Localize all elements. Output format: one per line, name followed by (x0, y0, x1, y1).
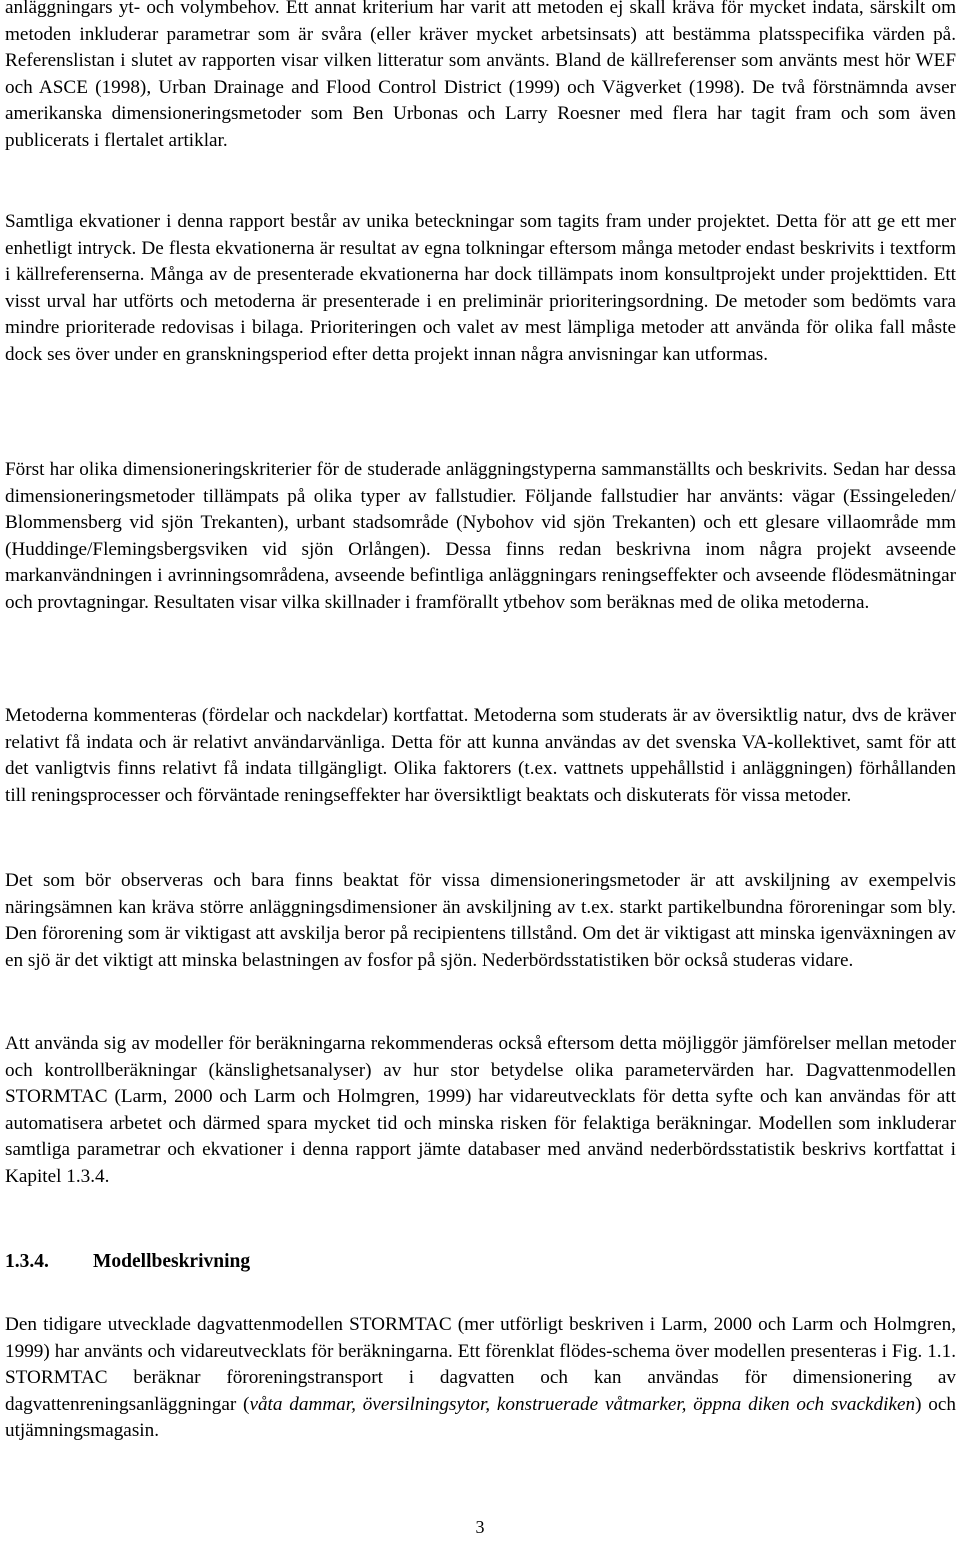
paragraph-models: Att använda sig av modeller för beräkningarna rekommenderas också eftersom detta möjliggör jämförelser mellan metoder och kontrollberäkningar (känslighetsanalyser) av hur stor betydelse olika parametervärden har. Dagvattenmodellen STORMTAC (Larm, 2000 och Larm och Holmgren, 1999) har vidareutvecklats för detta syfte och kan användas för att automatisera arbetet och därmed spara mycket tid och minska risken för felaktiga beräkningar. Modellen som inkluderar samtliga parametrar och ekvationer i denna rapport jämte databaser med använd nederbördsstatistik beskrivs kortfattat i Kapitel 1.3.4. (5, 1033, 956, 1187)
section-title: Modellbeskrivning (93, 1251, 251, 1272)
paragraph-method-comments: Metoderna kommenteras (fördelar och nackdelar) kortfattat. Metoderna som studerats är av översiktlig natur, dvs de kräver relativt få indata och är relativt användarvänliga. Detta för att kunna användas av det svenska VA-kollektivet, samt för att det vanligtvis finns relativt få indata tillgängligt. Olika faktorers (t.ex. vattnets uppehållstid i anläggningen) förhållanden till reningsprocesser och förväntade reningseffekter har översiktligt beaktats och diskuterats för vissa metoder. (5, 705, 956, 806)
section-number: 1.3.4. (5, 1251, 49, 1272)
paragraph-model-description (5, 1312, 956, 1445)
paragraph-equations: Samtliga ekvationer i denna rapport består av unika beteckningar som tagits fram under projektet. Detta för att ge ett mer enhetligt intryck. De flesta ekvationerna är resultat av egna tolkningar eftersom många metoder endast beskrivits i textform i källreferenserna. Många av de presenterade ekvationerna har dock tillämpats inom konsultprojekt under projekttiden. Ett visst urval har utförts och metoderna är presenterade i en preliminär prioriteringsordning. De metoder som bedömts vara mindre prioriterade redovisas i bilaga. Prioriteringen och valet av mest lämpliga metoder att använda för olika fall måste dock ses över under en granskningsperiod efter detta projekt innan några anvisningar kan utformas. (5, 211, 956, 365)
paragraph-observations: Det som bör observeras och bara finns beaktat för vissa dimensioneringsmetoder är att avskiljning av exempelvis näringsämnen kan kräva större anläggningsdimensioner än avskiljning av t.ex. starkt partikelbundna föroreningar som bly. Den förorening som är viktigast att avskilja beror på recipientens tillstånd. Om det är viktigast att minska igenväxningen av en sjö är det viktigt att minska belastningen av fosfor på sjön. Nederbördsstatistiken bör också studeras vidare. (5, 870, 956, 971)
model-text-end: ) och utjämningsmagasin. (5, 1393, 956, 1441)
paragraph-criteria: anläggningars yt- och volymbehov. Ett annat kriterium har varit att metoden ej skall kräva för mycket indata, särskilt om metoden inkluderar parametrar som är svåra (eller kräver mycket arbetsinsats) att bestämma platsspecifika värden på. Referenslistan i slutet av rapporten visar vilken litteratur som använts. Bland de källreferenser som använts mest hör WEF och ASCE (1998), Urban Drainage and Flood Control District (1999) och Vägverket (1998). De två förstnämnda avser amerikanska dimensioneringsmetoder som Ben Urbonas och Larry Roesner med flera har tagit fram och som även publicerats i flertalet artiklar. (5, 0, 956, 151)
paragraph-case-studies: Först har olika dimensioneringskriterier för de studerade anläggningstyperna sammanställts och beskrivits. Sedan har dessa dimensioneringsmetoder tillämpats på olika typer av fallstudier. Följande fallstudier har använts: vägar (Essingeleden/ Blommensberg vid sjön Trekanten), urbant stadsområde (Nybohov vid sjön Trekanten) och ett glesare villaområde mm (Huddinge/Flemingsbergsviken vid sjön Orlången). Dessa finns redan beskrivna inom några projekt avseende markanvändningen i avrinningsområdena, avseende befintliga anläggningars reningseffekter och avseende flödesmätningar och provtagningar. Resultaten visar vilka skillnader i framförallt ytbehov som beräknas med de olika metoderna. (5, 459, 956, 613)
page-number: 3 (475, 1517, 485, 1537)
section-heading (5, 1249, 250, 1276)
model-text-start: Den tidigare utvecklade dagvattenmodellen STORMTAC (mer utförligt beskriven i Larm, 2000 och Larm och Holmgren, 1999) har använts och vidareutvecklats för beräkningarna. Ett förenklat flödes-schema över modellen presenteras i Fig. 1.1. STORMTAC beräknar föroreningstransport i dagvatten och kan användas för dimensionering av dagvattenreningsanläggningar ( (5, 1314, 956, 1415)
facility-types-italic: våta dammar, översilningsytor, konstruerade våtmarker, öppna diken och svackdiken (249, 1393, 916, 1415)
